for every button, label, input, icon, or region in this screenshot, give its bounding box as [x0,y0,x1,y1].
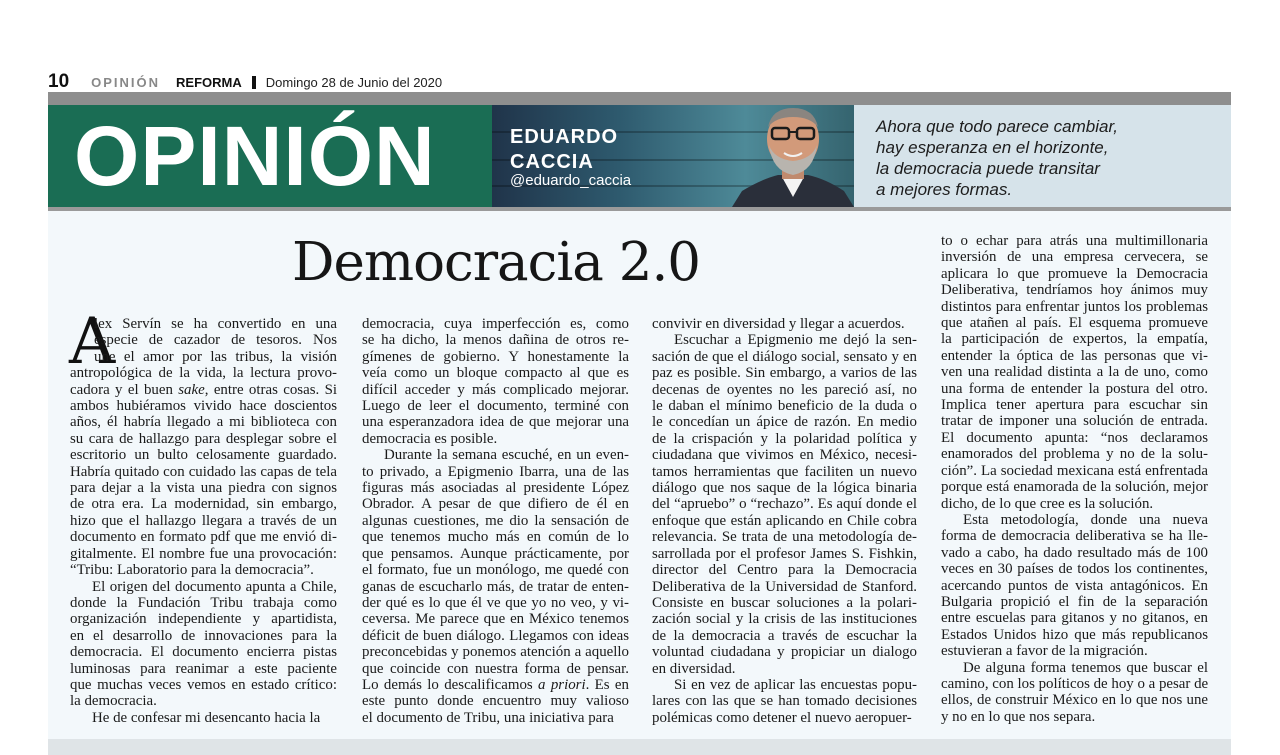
column-3-line: le daban el mínimo beneficio de la duda o [652,398,917,415]
column-1-line: luminosas para reanimar a este paciente [70,660,337,677]
column-2-line: preconcebidas y ponemos atención a aquello [362,644,629,661]
column-4-line: ellos, de construir México en lo que nos une [941,692,1208,709]
column-3-line: relevancia. Se trata de una metodología de- [652,529,917,546]
column-3-line: Si en vez de aplicar las encuestas popu- [674,676,917,693]
column-3-line: del “apruebo” o “rechazo”. Es aquí donde el [652,496,917,513]
column-1-line: documento en formato pdf que me envió di- [70,529,337,546]
column-4-line: entre escuelas para gitanos y no gitanos, en [941,610,1208,627]
top-rule [48,92,1231,105]
column-2-line: Durante la semana escuché, en un even- [384,447,629,464]
column-3-line: polémicas como detener el nuevo aeropuer- [652,709,912,726]
column-1-line: une el amor por las tribus, la visión [94,348,337,365]
column-3-line: decenas de oyentes no les pareció así, no [652,381,917,398]
page-number: 10 [48,71,70,92]
column-4-line: Bulgaria propició el fin de la separación [941,593,1208,610]
page-bottom-strip [48,739,1231,755]
column-4-line: ven una realidad distinta a la de uno, como [941,364,1208,381]
column-4-line: entender la óptica de las personas que vi- [941,347,1208,364]
column-2-line: que coincide con nuestra forma de pensar. [362,660,629,677]
column-2-line: una esperanzadora idea de que mejorar una [362,414,629,431]
author-handle: @eduardo_caccia [510,172,632,189]
column-1-line: hizo que el hallazgo llegara a través de un [70,512,337,529]
column-2-line: Lo demás lo descalificamos a priori. Es en [362,676,629,693]
author-portrait [732,105,854,207]
author-name: EDUARDO CACCIA [510,126,619,173]
column-4-line: Implica tener apertura para escuchar sin [941,397,1208,414]
column-4-line: De alguna forma tenemos que buscar el [963,659,1208,676]
column-4-line: camino, con los políticos de hoy o a pesar de [941,675,1209,692]
column-4-line: forma de democracia deliberativa se ha lle- [941,528,1208,545]
column-4-line: ción”. La sociedad mexicana está enfrentada [941,462,1208,479]
column-4-line: El documento apunta: “nos declaramos [941,429,1208,446]
column-3-line: tamos herramientas que faciliten un nuevo [652,463,917,480]
column-1-line: de otra era. La modernidad, sin embargo, [70,496,337,513]
column-1-line: Habría quitado con cuidado las capas de tela [70,463,337,480]
column-2-line: algunas cuestiones, me dio la sensación de [362,512,629,529]
column-4-line: to o echar para atrás una multimillonaria [941,233,1208,249]
column-3-line: de la democracia a través de escuchar la [652,627,917,644]
column-3-line: convivir en diversidad y llegar a acuerdos. [652,316,905,332]
column-4-line: tratar de imponer una solución de entrada. [941,413,1208,430]
column-4-line: vado a cabo, ha dado resultado más de 100 [941,544,1208,561]
column-2-line: democracia, cuya imperfección es, como [362,316,629,332]
column-2-line: ganas de escucharlo más, de tratar de enten- [362,578,629,595]
header-separator [252,76,256,89]
column-2-line: ceversa. Me parece que en México tenemos [362,611,629,628]
column-3-line: paz es posible. Sin embargo, a varios de las [652,365,917,382]
column-3-line: Escuchar a Epigmenio me dejó la sen- [674,332,917,349]
column-1-line: para dejar a la vista una piedra con signos [70,480,337,497]
column-1-line: democracia. El documento encierra pistas [70,644,337,661]
column-2-line: democracia es posible. [362,430,498,447]
column-3-line: sarrollada por el profesor James S. Fishkin, [652,545,917,562]
column-1-line: antropológica de la vida, la lectura provo- [70,365,337,382]
column-1-line: años, él habría llegado a mi biblioteca con [70,414,337,431]
text-column-1 [70,316,337,726]
column-2-line: que tenemos mucho más en común de lo [362,529,629,546]
running-header [48,72,442,92]
column-4-line: aplicara lo que promueve la Democracia [941,265,1208,282]
column-1-line: gitalmente. El nombre fue una provocación: [70,545,337,562]
column-3-line: le concedían un ápice de razón. En medio [652,414,917,431]
column-1-line: lex Servín se ha convertido en una [94,316,337,332]
column-3-line: de la crispación y la polaridad política y [652,430,917,447]
column-2-line: Obrador. A pesar de que difiero de él en [362,496,629,513]
column-2-line: to privado, a Epigmenio Ibarra, una de las [362,463,629,480]
column-3-line: diálogo que nos saque de la lógica binaria [652,480,917,497]
column-1-line: la democracia. [70,693,157,710]
column-1-line: donde la Fundación Tribu trabaja como [70,594,337,611]
column-2-line: veía como un bloque compacto al que es [362,365,629,382]
column-2-line: Luego de leer el documento, terminé con [362,398,629,415]
column-2-line: déficit de buen diálogo. Llegamos con ideas [362,627,629,644]
column-3-line: Consiste en buscar soluciones a la polari- [652,594,917,611]
column-4-line: inversión de una empresa cervecera, se [941,249,1208,266]
column-2-line: gímenes de gobierno. Y honestamente la [362,348,629,365]
column-1-line: especie de cazador de tesoros. Nos [94,332,337,349]
column-4-line: acercando puntos de vista antagónicos. En [941,577,1208,594]
column-3-line: zación social y la crisis de las instituciones [652,611,917,628]
section-banner [48,105,1231,207]
column-2-line: el formato, fue un monólogo, me quedé con [362,562,629,579]
text-column-4 [941,233,1208,725]
column-4-line: Estados Unidos hizo que más republicanos [941,626,1208,643]
column-4-line: la participación de expertos, la empatía, [941,331,1208,348]
publication-date: Domingo 28 de Junio del 2020 [265,74,443,90]
article-headline: Democracia 2.0 [292,232,701,293]
pull-quote-box [854,105,1231,207]
column-1-line: escritorio un bulto celosamente guardado. [70,447,337,464]
column-4-line: veces en 30 países de todos los continentes, [941,561,1208,578]
column-3-line: director del Centro para la Democracia [652,562,917,579]
column-2-line: que pensamos. Aunque prácticamente, por [362,545,629,562]
column-2-line: el documento de Tribu, una iniciativa para [362,709,614,726]
column-3-line: voluntad ciudadana y propiciar un dialogo [652,644,917,661]
column-4-line: porque está enamorada de la solución, mejor [941,479,1208,496]
column-4-line: y no en lo que nos separa. [941,708,1096,725]
column-1-line: “Tribu: Laboratorio para la democracia”. [70,562,314,579]
column-1-line: que muchas veces vemos en estado crítico: [70,676,337,693]
column-1-line: El origen del documento apunta a Chile, [92,578,337,595]
column-4-line: enamorados del problema y no de la solu- [941,446,1208,463]
section-title-box [48,105,492,207]
newspaper-name: REFORMA [176,74,242,90]
column-1-line: cadora y el buen sake, entre otras cosas. Si [70,381,337,398]
text-column-3 [652,316,917,726]
column-2-line: difícil acceder y más complicado mejorar. [362,381,629,398]
column-1-line: en el desarrollo de innovaciones para la [70,627,337,644]
column-1-line: su cara de hallazgo para desplegar sobre el [70,430,337,447]
column-1-line: organización independiente y apartidista, [70,611,337,628]
section-title: OPINIÓN [74,109,436,203]
column-4-line: Esta metodología, donde una nueva [963,511,1208,528]
column-4-line: Deliberativa, tendríamos hoy ánimos muy [941,282,1208,299]
column-4-line: estuvieran a favor de la migración. [941,643,1148,660]
section-label: OPINIÓN [91,74,161,90]
column-4-line: distintos para enfrentar juntos los problemas [941,298,1208,315]
column-4-line: que atañen al país. El esquema promueve [941,315,1208,332]
text-column-2 [362,316,629,726]
column-3-line: ciudadana que vivimos en México, necesi- [652,447,917,464]
column-2-line: se ha dicho, la menos dañina de otros re- [362,332,629,349]
column-1-line: ambos hubiéramos vivido hace doscientos [70,398,337,415]
column-2-line: figuras más asociadas al presidente López [362,480,629,497]
column-3-line: enfoque que están aplicando en Chile cobra [652,512,917,529]
column-2-line: este punto donde encuentro muy valioso [362,693,629,710]
column-3-line: Deliberativa de la Universidad de Stanford. [652,578,917,595]
author-box [492,105,854,207]
column-3-line: en diversidad. [652,660,736,677]
drop-cap: A [69,305,116,379]
column-1-line: He de confesar mi desencanto hacia la [92,709,321,726]
column-4-line: una forma de entender la postura del otro. [941,380,1208,397]
column-3-line: sación de que el diálogo social, sensato y en [652,348,917,365]
column-2-line: der qué es lo que él ve que yo no veo, y vi- [362,594,629,611]
column-3-line: lares con las que se han tomado decisiones [652,693,917,710]
column-4-line: dicho, de lo que cree es la solución. [941,495,1154,512]
pull-quote: Ahora que todo parece cambiar, hay esperanza en el horizonte, la democracia puede transitar a mejores formas. [876,117,1118,199]
